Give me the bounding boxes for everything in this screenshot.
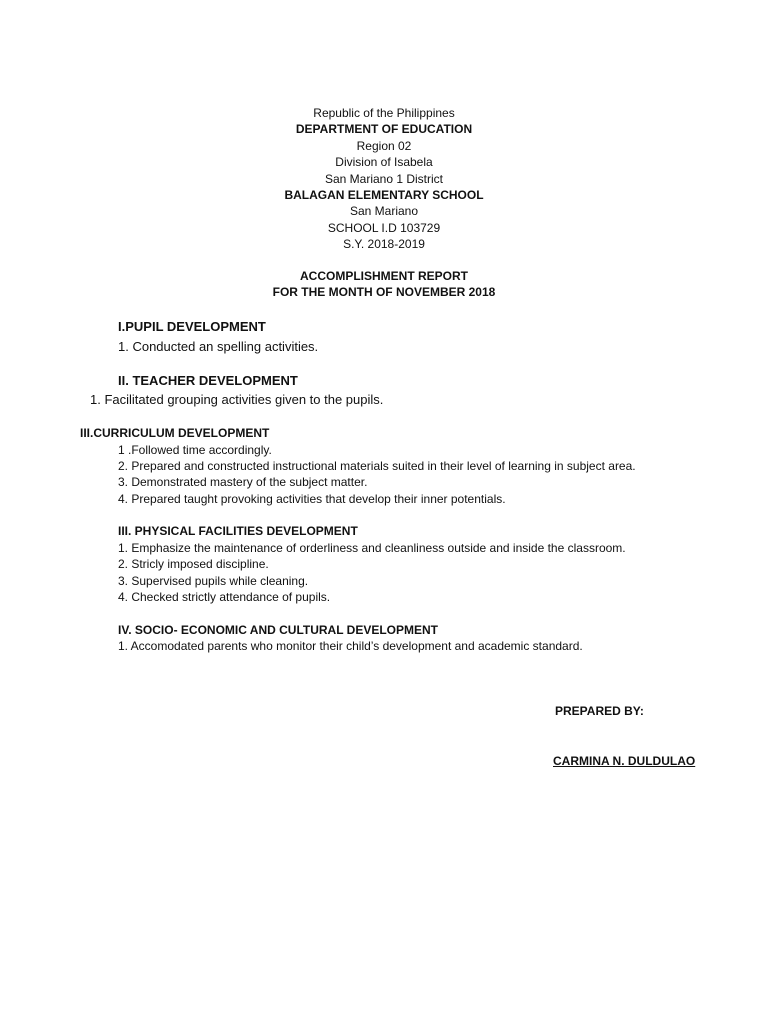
header-line-department: DEPARTMENT OF EDUCATION [295, 122, 473, 137]
section-heading-physical-facilities: III. PHYSICAL FACILITIES DEVELOPMENT [118, 524, 358, 538]
section-item: 2. Stricly imposed discipline. [118, 557, 269, 571]
section-item: 2. Prepared and constructed instructional materials suited in their level of learning in subject area. [118, 459, 636, 473]
section-heading-curriculum-development: III.CURRICULUM DEVELOPMENT [80, 426, 270, 440]
report-title-block [0, 268, 768, 301]
header-line-region: Region 02 [356, 138, 412, 153]
section-heading-teacher-development: II. TEACHER DEVELOPMENT [118, 373, 298, 388]
section-heading-socio-economic: IV. SOCIO- ECONOMIC AND CULTURAL DEVELOPMENT [118, 623, 439, 637]
header-line-school: BALAGAN ELEMENTARY SCHOOL [284, 188, 484, 203]
section-item: 1. Emphasize the maintenance of orderliness and cleanliness outside and inside the classroom. [118, 541, 626, 555]
section-item: 1. Conducted an spelling activities. [118, 339, 319, 354]
section-item: 1. Facilitated grouping activities given to the pupils. [90, 392, 384, 407]
section-heading-pupil-development: I.PUPIL DEVELOPMENT [118, 319, 266, 334]
section-item: 3. Demonstrated mastery of the subject matter. [118, 475, 368, 489]
header-line-school-id: SCHOOL I.D 103729 [327, 220, 441, 235]
section-item: 1. Accomodated parents who monitor their child’s development and academic standard. [118, 639, 583, 653]
section-item: 4. Prepared taught provoking activities that develop their inner potentials. [118, 492, 506, 506]
header-line-republic: Republic of the Philippines [313, 106, 455, 120]
section-item: 1 .Followed time accordingly. [118, 443, 272, 457]
header-line-town: San Mariano [349, 204, 419, 219]
prepared-by-label: PREPARED BY: [555, 704, 644, 718]
header-line-division: Division of Isabela [335, 155, 433, 170]
header-line-school-year: S.Y. 2018-2019 [343, 237, 425, 252]
report-title: ACCOMPLISHMENT REPORT [300, 269, 468, 283]
section-item: 3. Supervised pupils while cleaning. [118, 574, 309, 588]
school-header [0, 105, 768, 253]
header-line-district: San Mariano 1 District [324, 171, 444, 186]
section-item: 4. Checked strictly attendance of pupils. [118, 590, 331, 604]
report-subtitle: FOR THE MONTH OF NOVEMBER 2018 [272, 285, 496, 300]
signatory-name: CARMINA N. DULDULAO [553, 754, 696, 768]
